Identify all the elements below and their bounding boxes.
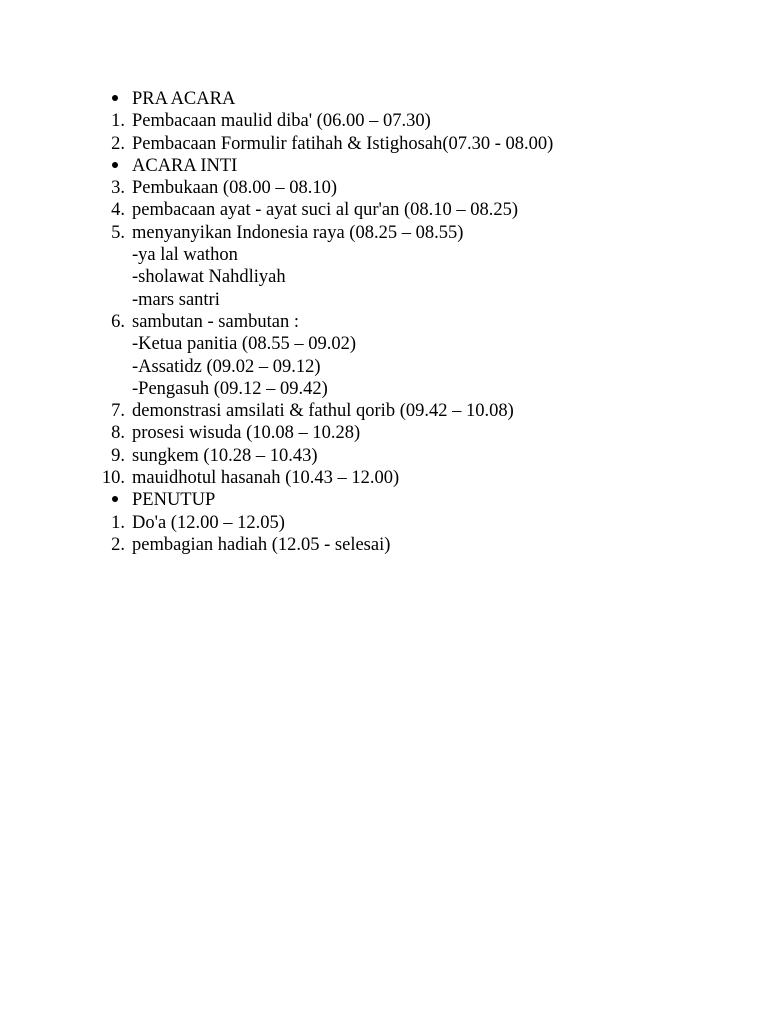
list-item-text: sungkem (10.28 – 10.43) bbox=[132, 445, 318, 466]
list-marker: 2. bbox=[111, 534, 125, 555]
list-item bbox=[100, 422, 553, 444]
list-item bbox=[100, 133, 553, 155]
list-item-text: -Assatidz (09.02 – 09.12) bbox=[132, 356, 321, 377]
list-marker: 3. bbox=[111, 178, 125, 199]
list-item-text: mauidhotul hasanah (10.43 – 12.00) bbox=[132, 468, 400, 489]
list-item-text: Pembacaan Formulir fatihah & Istighosah(07.30 - 08.00) bbox=[132, 133, 554, 154]
list-item bbox=[100, 356, 553, 378]
list-item-text: demonstrasi amsilati & fathul qorib (09.42 – 10.08) bbox=[132, 401, 514, 422]
list-item-text: menyanyikan Indonesia raya (08.25 – 08.55) bbox=[132, 222, 464, 243]
list-marker: 2. bbox=[111, 133, 125, 154]
list-marker: 1. bbox=[111, 512, 125, 533]
list-item bbox=[100, 311, 553, 333]
list-item-text: -sholawat Nahdliyah bbox=[132, 267, 286, 288]
list-item bbox=[100, 177, 553, 199]
list-item-text: sambutan - sambutan : bbox=[132, 311, 299, 332]
list-item bbox=[100, 512, 553, 534]
list-item-text: -Pengasuh (09.12 – 09.42) bbox=[132, 378, 328, 399]
bullet-icon bbox=[112, 496, 118, 502]
list-marker bbox=[100, 88, 132, 110]
list-item-text: -ya lal wathon bbox=[132, 245, 238, 266]
list-marker: 5. bbox=[111, 222, 125, 243]
list-item-text: Do'a (12.00 – 12.05) bbox=[132, 512, 285, 533]
list-marker: 1. bbox=[111, 111, 125, 132]
list-marker: 10. bbox=[101, 468, 125, 489]
list-item bbox=[100, 289, 553, 311]
list-item-text: Pembukaan (08.00 – 08.10) bbox=[132, 178, 338, 199]
list-item-text: prosesi wisuda (10.08 – 10.28) bbox=[132, 423, 361, 444]
list-item bbox=[100, 244, 553, 266]
list-item-text: -Ketua panitia (08.55 – 09.02) bbox=[132, 334, 356, 355]
list-item bbox=[100, 222, 553, 244]
list-marker: 7. bbox=[111, 401, 125, 422]
agenda-list bbox=[100, 88, 553, 556]
list-item-text: PRA ACARA bbox=[132, 89, 236, 109]
list-item-text: PENUTUP bbox=[132, 490, 216, 511]
list-marker: 8. bbox=[111, 423, 125, 444]
bullet-icon bbox=[112, 162, 118, 168]
list-item bbox=[100, 400, 553, 422]
list-marker bbox=[100, 489, 132, 511]
list-item-text: Pembacaan maulid diba' (06.00 – 07.30) bbox=[132, 111, 431, 132]
list-marker: 9. bbox=[111, 445, 125, 466]
list-item bbox=[100, 445, 553, 467]
list-item bbox=[100, 88, 553, 110]
list-item-text: pembagian hadiah (12.05 - selesai) bbox=[132, 534, 391, 555]
list-item bbox=[100, 534, 553, 556]
list-marker: 4. bbox=[111, 200, 125, 221]
list-marker: 6. bbox=[111, 311, 125, 332]
list-item-text: ACARA INTI bbox=[132, 155, 238, 176]
list-item bbox=[100, 333, 553, 355]
list-item bbox=[100, 110, 553, 132]
list-item bbox=[100, 378, 553, 400]
bullet-icon bbox=[112, 95, 118, 101]
list-item bbox=[100, 467, 553, 489]
list-item-text: pembacaan ayat - ayat suci al qur'an (08.10 – 08.25) bbox=[132, 200, 519, 221]
list-item bbox=[100, 266, 553, 288]
list-item-text: -mars santri bbox=[132, 289, 220, 310]
list-item bbox=[100, 489, 553, 511]
list-marker bbox=[100, 155, 132, 177]
list-item bbox=[100, 155, 553, 177]
list-item bbox=[100, 199, 553, 221]
